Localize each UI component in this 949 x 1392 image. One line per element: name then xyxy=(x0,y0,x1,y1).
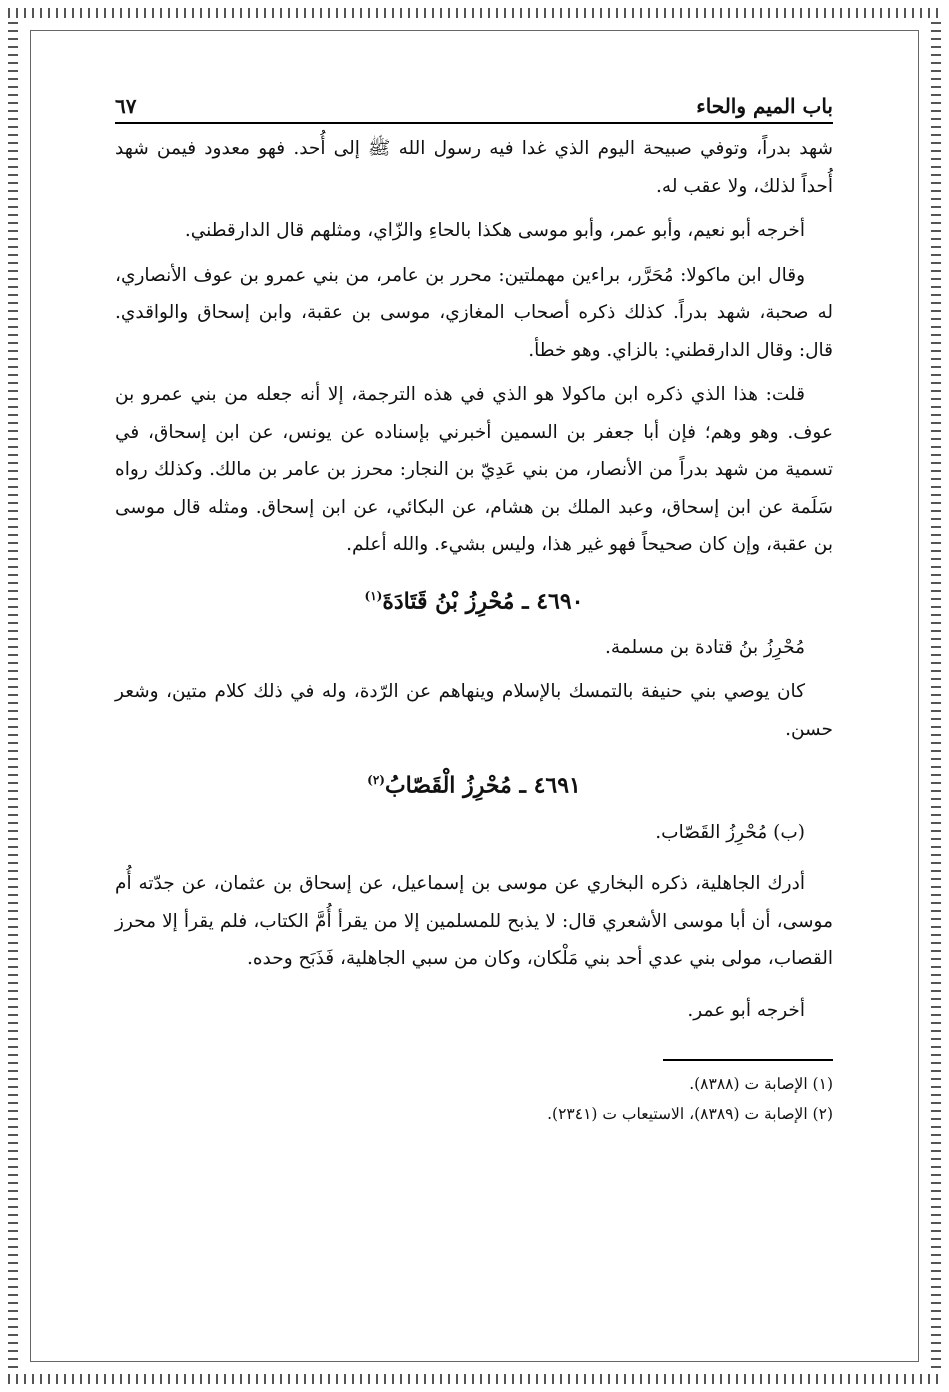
entry-line: مُحْرِزُ بنُ قتادة بن مسلمة. xyxy=(604,636,805,658)
paragraph: قلت: هذا الذي ذكره ابن ماكولا هو الذي في هذه الترجمة، إلا أنه جعله من بني عمرو بن عوف. وهو وهم؛ فإن أبا جعفر بن السمين أخبرني بإسناده عن يونس، عن ابن إسحاق، في تسمية من شهد بدراً من الأنصار، من بني عَدِيّ بن النجار: محرز بن عامر بن مالك. وكذلك رواه سَلَمة عن ابن إسحاق، وعبد الملك بن هشام، عن البكائي، عن ابن إسحاق. ومثله قال موسى بن عقبة، وإن كان صحيحاً فهو غير هذا، وليس بشيء. والله أعلم. xyxy=(115,384,833,555)
entry-heading-text: ٤٦٩١ ـ مُحْرِزُ الْقَصّابُ xyxy=(384,772,581,799)
entry-heading-4690 xyxy=(115,576,833,621)
entry-heading-text: ٤٦٩٠ ـ مُحْرِزُ بْنُ قَتَادَةَ xyxy=(382,587,584,614)
paragraph: أخرجه أبو نعيم، وأبو عمر، وأبو موسى هكذا بالحاءِ والزّاي، ومثلهم قال الدارقطني. xyxy=(184,220,805,241)
footnote-ref: (١) xyxy=(364,588,383,603)
footnote-separator xyxy=(663,1059,833,1061)
entry-heading-4691 xyxy=(115,760,833,805)
running-header xyxy=(115,88,833,124)
paragraph: وقال ابن ماكولا: مُحَرَّر، براءين مهملتين: محرر بن عامر، من بني عمرو بن عوف الأنصاري، له صحبة، شهد بدراً. كذلك ذكره أصحاب المغازي، موسى بن عقبة، وابن إسحاق والواقدي. قال: وقال الدارقطني: بالزاي. وهو خطأ. xyxy=(115,264,833,361)
entry-line: أدرك الجاهلية، ذكره البخاري عن موسى بن إسماعيل، عن إسحاق بن عثمان، عن جدّته أُم موسى، أن أبا موسى الأشعري قال: لا يذبح للمسلمين إلا من يقرأ أُمَّ الكتاب، فلم يقرأ إلا محرز القصاب، مولى بني عدي أحد بني مَلْكان، وكان من سبي الجاهلية، فَذَبَح وحده. xyxy=(115,873,833,970)
footnote: (٢) الإصابة ت (٨٣٨٩)، الاستيعاب ت (٢٣٤١). xyxy=(547,1105,833,1124)
page-content xyxy=(115,88,833,1129)
entry-line: (ب) مُحْرِزُ القَصّاب. xyxy=(655,821,805,843)
entry-line: كان يوصي بني حنيفة بالتمسك بالإسلام وينهاهم عن الرّدة، وله في ذلك كلام متين، وشعر حسن. xyxy=(115,681,833,740)
footnote: (١) الإصابة ت (٨٣٨٨). xyxy=(689,1075,833,1094)
chapter-title: باب الميم والحاء xyxy=(696,94,833,118)
entry-line: أخرجه أبو عمر. xyxy=(687,999,805,1021)
paragraph: شهد بدراً، وتوفي صبيحة اليوم الذي غدا فيه رسول الله ﷺ إلى أُحد. فهو معدود فيمن شهد أُحداً لذلك، ولا عقب له. xyxy=(115,138,833,197)
page-number: ٦٧ xyxy=(115,94,137,118)
footnote-ref: (٢) xyxy=(367,773,385,788)
